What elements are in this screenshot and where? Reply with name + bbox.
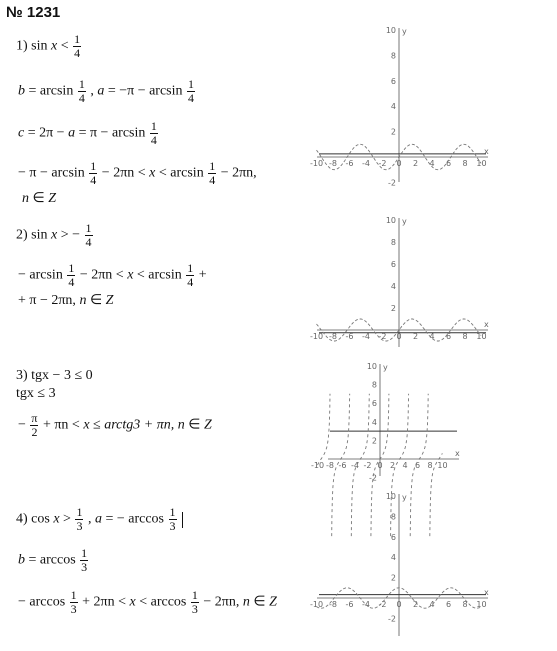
fraction: $\frac{1}{4}$	[74, 32, 81, 60]
x-tick-label: 8	[427, 461, 433, 470]
graph-4	[309, 490, 490, 638]
y-tick-label: 2	[390, 127, 396, 137]
graph-1	[309, 24, 490, 188]
y-tick-label: 10	[385, 216, 396, 225]
y-tick-label: 6	[390, 260, 396, 269]
p1-line5: n ∈ Z	[22, 191, 56, 206]
x-tick-label: -2	[378, 600, 387, 609]
p4-line2: b = arccos $\frac{1}{3}$	[18, 546, 88, 574]
p4-line3: − arccos $\frac{1}{3}$ + 2πn < x < arccos $\frac{1}{3}$ − 2πn, n ∈ Z	[18, 588, 277, 616]
x-tick-label: -4	[351, 461, 359, 470]
y-tick-label: 8	[390, 512, 396, 522]
y-axis-label: y	[402, 217, 407, 226]
x-tick-label: -6	[345, 332, 354, 341]
x-tick-label: 10	[476, 332, 487, 341]
x-tick-label: 0	[396, 159, 402, 168]
y-tick-label: 8	[390, 238, 396, 247]
x-tick-label: 8	[462, 332, 468, 341]
p3-line2: tgx ≤ 3	[16, 386, 56, 401]
p3-line1: 3) tgx − 3 ≤ 0	[16, 368, 93, 383]
x-tick-label: -2	[378, 159, 387, 168]
y-tick-label: 6	[390, 76, 396, 86]
x-tick-label: 4	[429, 600, 435, 609]
x-tick-label: -8	[326, 461, 334, 470]
x-tick-label: -8	[329, 600, 337, 609]
y-tick-label: 4	[390, 553, 396, 563]
y-tick-label: 4	[371, 417, 377, 427]
y-tick-label: 2	[390, 304, 396, 313]
p3-line3: − $\frac{\pi}{2}$ + πn < x ≤ arctg3 + πn, n ∈ Z	[18, 411, 212, 439]
x-tick-label: -6	[345, 600, 354, 609]
graph-3	[310, 360, 461, 483]
x-tick-label: -6	[345, 159, 354, 168]
x-tick-label: 2	[412, 600, 419, 609]
y-tick-label: 8	[390, 51, 396, 61]
y-tick-label: 4	[390, 102, 396, 112]
x-tick-label: 10	[476, 600, 487, 609]
y-tick-label: 6	[390, 532, 396, 542]
x-tick-label: -10	[309, 332, 324, 341]
x-tick-label: -4	[362, 159, 370, 168]
x-tick-label: 2	[412, 159, 419, 168]
x-tick-label: -2	[378, 332, 387, 341]
x-axis-label: x	[484, 320, 489, 329]
x-tick-label: 6	[445, 332, 452, 341]
x-tick-label: 8	[462, 600, 468, 609]
y-axis-label: y	[402, 493, 407, 502]
x-tick-label: -6	[338, 461, 347, 470]
x-tick-label: -8	[329, 159, 337, 168]
y-tick-label: 8	[371, 380, 377, 390]
x-tick-label: -4	[362, 332, 370, 341]
x-tick-label: 4	[402, 461, 408, 470]
y-tick-label: -2	[388, 178, 396, 188]
p1-line1: 1) sin x < $\frac{1}{4}$	[16, 32, 81, 60]
x-axis-label: x	[484, 588, 489, 597]
x-tick-label: -8	[329, 332, 337, 341]
x-tick-label: -10	[310, 461, 325, 470]
graph-2	[309, 214, 490, 349]
y-tick-label: -2	[388, 614, 396, 624]
x-tick-label: 0	[396, 600, 402, 609]
y-tick-label: 4	[390, 282, 396, 291]
x-axis-label: x	[455, 449, 460, 458]
y-tick-label: 2	[371, 436, 377, 446]
x-tick-label: 2	[389, 461, 396, 470]
cursor-bar	[182, 512, 183, 528]
y-axis-label: y	[402, 27, 407, 36]
y-tick-label: 2	[390, 573, 396, 583]
x-tick-label: 4	[429, 159, 435, 168]
x-tick-label: 2	[412, 332, 419, 341]
p2-line3: + π − 2πn, n ∈ Z	[18, 293, 114, 308]
x-tick-label: 6	[445, 159, 452, 168]
x-tick-label: 0	[396, 332, 402, 341]
x-axis-label: x	[484, 147, 489, 156]
x-tick-label: 4	[429, 332, 435, 341]
tan-branch	[318, 394, 331, 465]
y-tick-label: 10	[385, 26, 396, 35]
x-tick-label: 6	[445, 600, 452, 609]
y-tick-label: -2	[369, 473, 377, 483]
x-tick-label: 10	[476, 159, 487, 168]
y-tick-label: 10	[366, 362, 377, 371]
p2-line2: − arcsin $\frac{1}{4}$ − 2πn < x < arcsin $\frac{1}{4}$ +	[18, 261, 207, 289]
p2-line1: 2) sin x > − $\frac{1}{4}$	[16, 221, 92, 249]
p4-line1: 4) cos x > $\frac{1}{3}$ , a = − arccos $\frac{1}{3}$	[16, 506, 183, 533]
x-tick-label: 0	[377, 461, 383, 470]
x-tick-label: -2	[363, 461, 372, 470]
p1-line4: − π − arcsin $\frac{1}{4}$ − 2πn < x < arcsin $\frac{1}{4}$ − 2πn,	[18, 159, 257, 187]
y-tick-label: 10	[385, 492, 396, 501]
x-tick-label: 10	[437, 461, 448, 470]
x-tick-label: -4	[362, 600, 370, 609]
y-axis-label: y	[383, 363, 388, 372]
x-tick-label: 6	[414, 461, 421, 470]
p1-line3: c = 2π − a = π − arcsin $\frac{1}{4}$	[18, 119, 157, 147]
x-tick-label: 8	[462, 159, 468, 168]
x-tick-label: -10	[309, 159, 324, 168]
p1-line2: b = arcsin $\frac{1}{4}$ , a = −π − arcsin $\frac{1}{4}$	[18, 77, 195, 105]
problem-number: № 1231	[6, 4, 61, 21]
x-tick-label: -10	[309, 600, 324, 609]
y-tick-label: 6	[371, 399, 377, 409]
